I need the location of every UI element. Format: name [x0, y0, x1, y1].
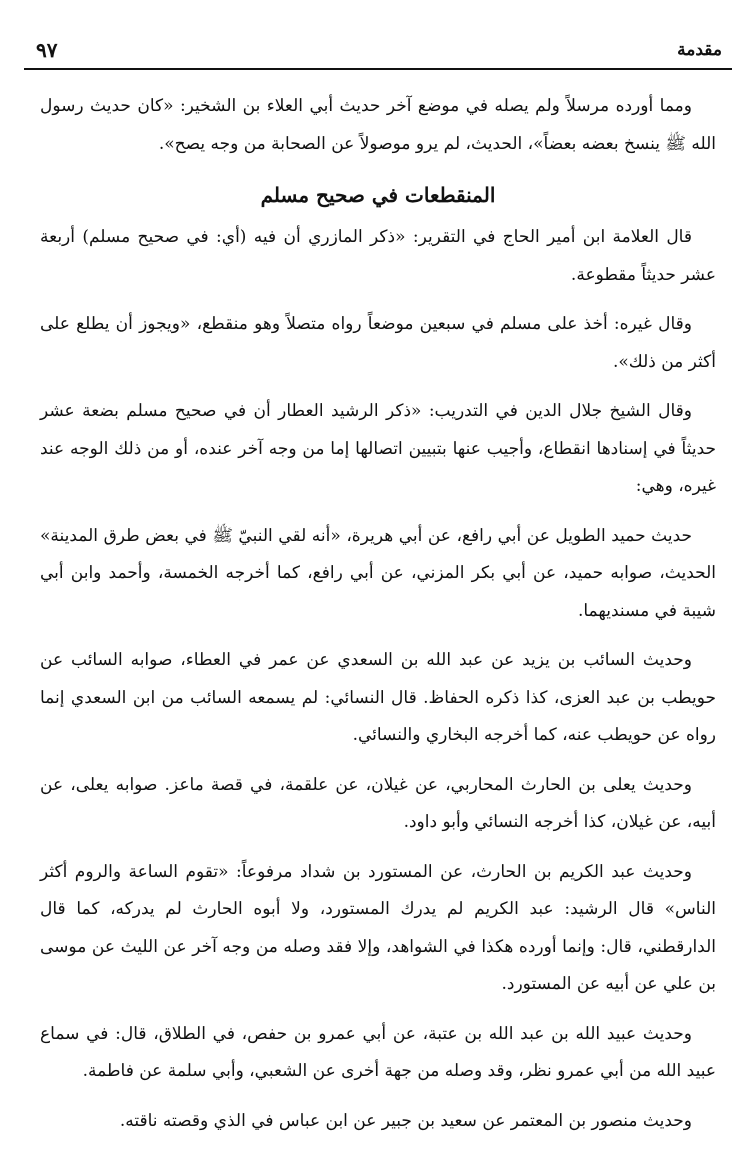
paragraph-5: حديث حميد الطويل عن أبي رافع، عن أبي هريرة، «أنه لقي النبيّ ﷺ في بعض طرق المدينة» الحديث، صوابه حميد، عن أبي بكر المزني، عن أبي رافع، كما أخرجه الخمسة، وأحمد وابن أبي شيبة في مسنديهما.: [40, 525, 716, 621]
paragraph-8: وحديث عبد الكريم بن الحارث، عن المستورد بن شداد مرفوعاً: «تقوم الساعة والروم أكثر الناس» قال الرشيد: عبد الكريم لم يدرك المستورد، ولا أبوه الحارث لم يدركه، كما قال الدارقطني، قال: وإنما أورده هكذا في الشواهد، وإلا فقد وصله من وجه آخر عن الليث عن موسى بن علي عن أبيه عن المستورد.: [40, 861, 716, 994]
paragraph-2: قال العلامة ابن أمير الحاج في التقرير: «ذكر المازري أن فيه (أي: في صحيح مسلم) أربعة عشر حديثاً مقطوعة.: [40, 227, 716, 285]
paragraph-9: وحديث عبيد الله بن عبد الله بن عتبة، عن أبي عمرو بن حفص، في الطلاق، قال: في سماع عبيد الله من أبي عمرو نظر، وقد وصله من جهة أخرى عن الشعبي، وأبي سلمة عن فاطمة.: [40, 1023, 716, 1081]
paragraph-6: وحديث السائب بن يزيد عن عبد الله بن السعدي عن عمر في العطاء، صوابه السائب عن حويطب بن عبد العزى، كذا ذكره الحفاظ. قال النسائي: لم يسمعه السائب من ابن السعدي إنما رواه عن حويطب عنه، كما أخرجه البخاري والنسائي.: [40, 650, 716, 745]
page-body: [40, 88, 716, 1152]
paragraph-7: وحديث يعلى بن الحارث المحاربي، عن غيلان، عن علقمة، في قصة ماعز. صوابه يعلى، عن أبيه، عن غيلان، كذا أخرجه النسائي وأبو داود.: [40, 774, 716, 832]
section-heading: المنقطعات في صحيح مسلم: [260, 183, 496, 207]
paragraph-4: وقال الشيخ جلال الدين في التدريب: «ذكر الرشيد العطار أن في صحيح مسلم بضعة عشر حديثاً في إسنادها انقطاع، وأجيب عنها بتبيين اتصالها إما من وجه آخر عنده، أو من ذلك الوجه عند غيره، وهي:: [40, 401, 716, 496]
page-header: [24, 34, 732, 70]
paragraph-3: وقال غيره: أخذ على مسلم في سبعين موضعاً رواه متصلاً وهو منقطع، «ويجوز أن يطلع على أكثر من ذلك».: [40, 314, 716, 372]
running-head: مقدمة: [677, 40, 722, 60]
paragraph-1: ومما أورده مرسلاً ولم يصله في موضع آخر حديث أبي العلاء بن الشخير: «كان حديث رسول الله ﷺ ينسخ بعضه بعضاً»، الحديث، لم يرو موصولاً عن الصحابة من وجه يصح».: [40, 96, 716, 154]
paragraph-10: وحديث منصور بن المعتمر عن سعيد بن جبير عن ابن عباس في الذي وقصته ناقته.: [119, 1110, 692, 1131]
page-number: ٩٧: [36, 38, 58, 62]
